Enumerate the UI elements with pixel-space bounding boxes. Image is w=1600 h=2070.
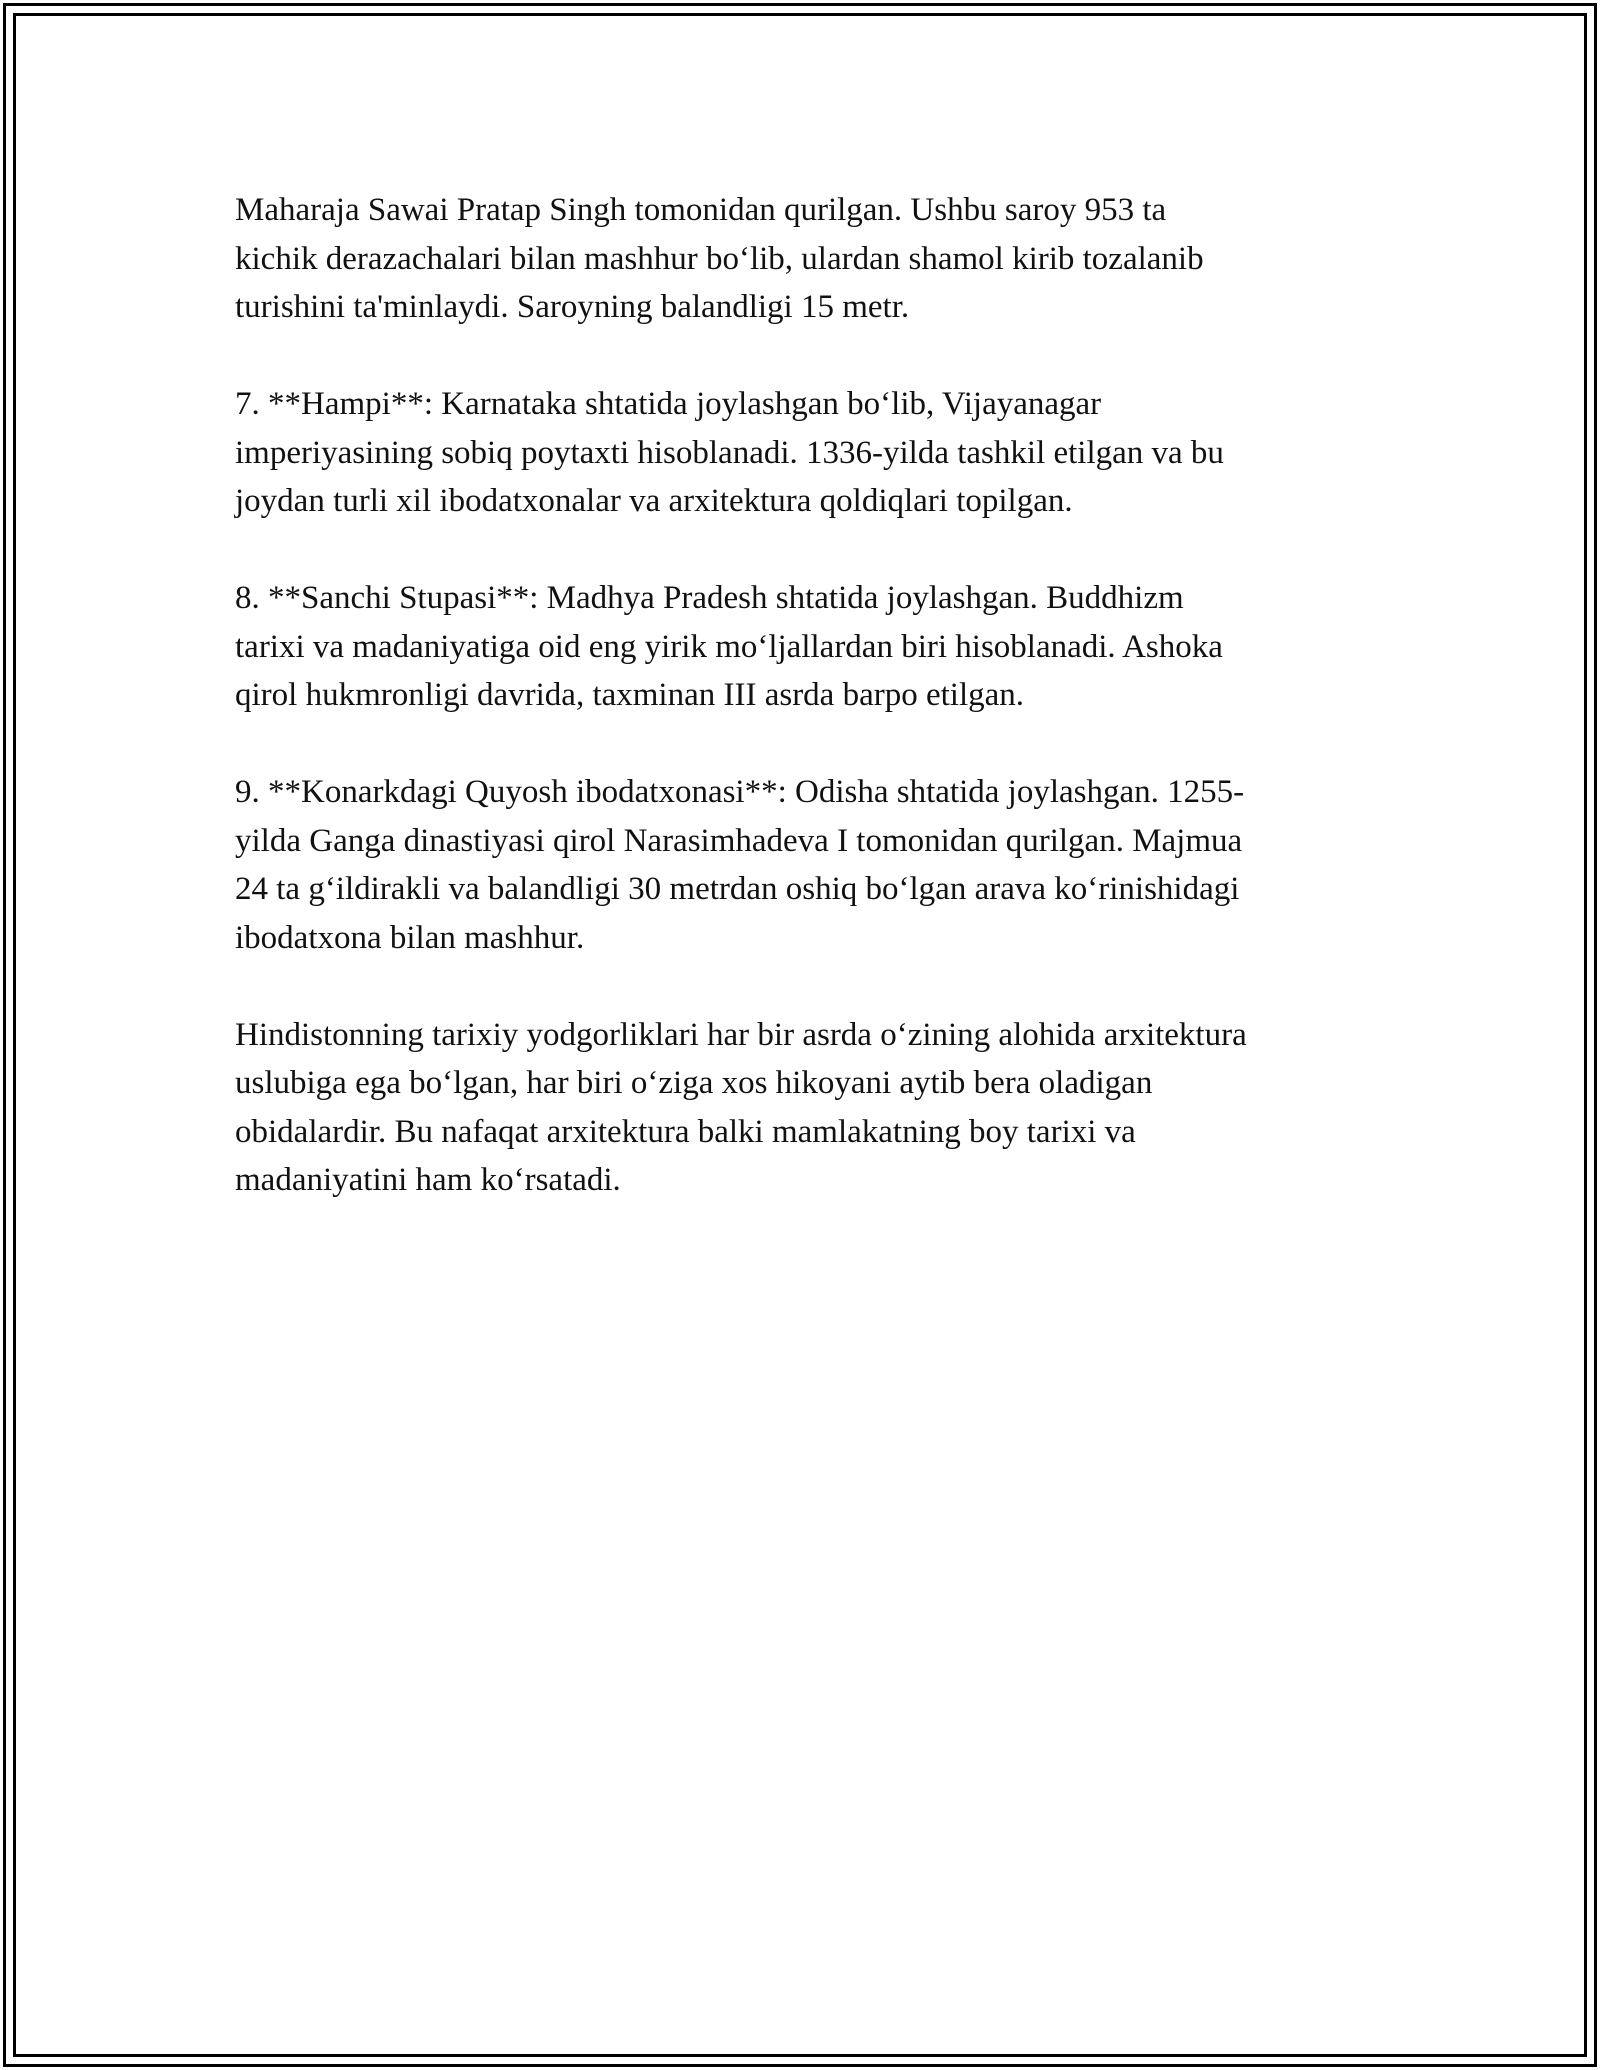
paragraph-hawa-mahal-continuation [235,186,1365,332]
paragraph-item-9-konark [235,768,1365,962]
text-line: madaniyatini ham ko‘rsatadi. [235,1162,621,1198]
text-line: tarixi va madaniyatiga oid eng yirik mo‘ljallardan biri hisoblanadi. Ashoka [235,628,1223,665]
text-line: 9. **Konarkdagi Quyosh ibodatxonasi**: Odisha shtatida joylashgan. 1255- [235,774,1245,810]
paragraph-conclusion [235,1011,1365,1205]
text-line: qirol hukmronligi davrida, taxminan III asrda barpo etilgan. [235,677,1025,713]
text-line: obidalardir. Bu nafaqat arxitektura balki mamlakatning boy tarixi va [235,1113,1136,1150]
text-line: joydan turli xil ibodatxonalar va arxitektura qoldiqlari topilgan. [235,483,1073,519]
text-line: imperiyasining sobiq poytaxti hisoblanadi. 1336-yilda tashkil etilgan va bu [235,434,1224,471]
text-line: 8. **Sanchi Stupasi**: Madhya Pradesh shtatida joylashgan. Buddhizm [235,580,1184,616]
text-line: 24 ta g‘ildirakli va balandligi 30 metrdan oshiq bo‘lgan arava ko‘rinishidagi [235,871,1240,907]
paragraph-item-8-sanchi-stupasi [235,574,1365,720]
text-line: 7. **Hampi**: Karnataka shtatida joylashgan bo‘lib, Vijayanagar [235,386,1102,422]
text-line: kichik derazachalari bilan mashhur bo‘lib, ulardan shamol kirib tozalanib [235,240,1204,277]
text-line: uslubiga ega bo‘lgan, har biri o‘ziga xos hikoyani aytib bera oladigan [235,1065,1153,1101]
text-line: ibodatxona bilan mashhur. [235,919,585,956]
text-line: Hindistonning tarixiy yodgorliklari har bir asrda o‘zining alohida arxitektura [235,1016,1247,1053]
document-body [235,186,1365,1253]
text-line: turishini ta'minlaydi. Saroyning balandligi 15 metr. [235,289,910,325]
text-line: Maharaja Sawai Pratap Singh tomonidan qurilgan. Ushbu saroy 953 ta [235,192,1167,228]
text-line: yilda Ganga dinastiyasi qirol Narasimhadeva I tomonidan qurilgan. Majmua [235,822,1243,859]
paragraph-item-7-hampi [235,380,1365,526]
